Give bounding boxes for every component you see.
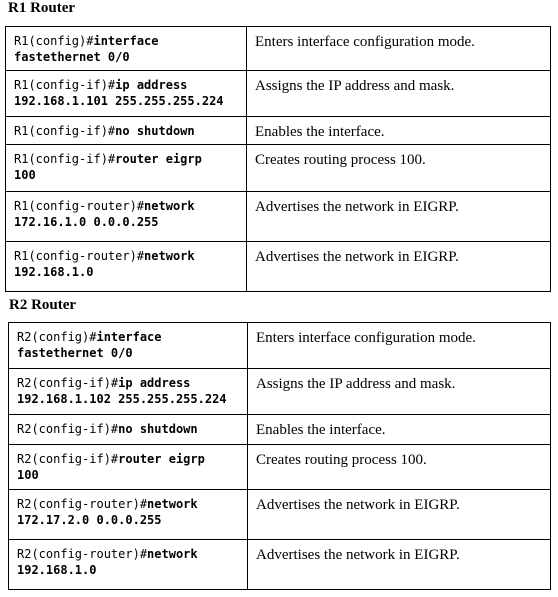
table-row bbox=[6, 242, 551, 292]
description-cell: Advertises the network in EIGRP. bbox=[248, 540, 551, 590]
cli-argument: fastethernet 0/0 bbox=[14, 50, 130, 64]
description-cell: Advertises the network in EIGRP. bbox=[247, 192, 551, 242]
cli-command: router eigrp bbox=[115, 152, 202, 166]
r1-router-heading: R1 Router bbox=[8, 0, 76, 16]
cli-command: no shutdown bbox=[118, 422, 198, 436]
command-cell bbox=[9, 323, 248, 369]
cli-argument: 192.168.1.102 255.255.255.224 bbox=[17, 392, 227, 406]
cli-command: network bbox=[147, 497, 198, 511]
cli-argument: 192.168.1.101 255.255.255.224 bbox=[14, 94, 224, 108]
r2-config-table bbox=[8, 322, 551, 590]
cli-command: ip address bbox=[118, 376, 191, 390]
cli-prompt: R2(config)# bbox=[17, 330, 97, 344]
r2-router-heading: R2 Router bbox=[9, 297, 77, 313]
table-row bbox=[6, 192, 551, 242]
description-cell: Creates routing process 100. bbox=[248, 445, 551, 490]
cli-command: network bbox=[144, 249, 195, 263]
command-cell bbox=[9, 540, 248, 590]
cli-command: no shutdown bbox=[115, 124, 195, 138]
command-cell bbox=[6, 27, 247, 71]
cli-argument: 172.17.2.0 0.0.0.255 bbox=[17, 513, 162, 527]
command-cell bbox=[6, 117, 247, 145]
description-cell: Enters interface configuration mode. bbox=[248, 323, 551, 369]
table-row bbox=[6, 71, 551, 117]
table-row bbox=[9, 415, 551, 445]
cli-prompt: R1(config-router)# bbox=[14, 199, 145, 213]
cli-prompt: R1(config-if)# bbox=[14, 78, 116, 92]
cli-argument: 192.168.1.0 bbox=[17, 563, 97, 577]
cli-prompt: R1(config-if)# bbox=[14, 152, 116, 166]
cli-argument: 100 bbox=[14, 168, 36, 182]
table-row bbox=[6, 27, 551, 71]
cli-command: network bbox=[144, 199, 195, 213]
cli-prompt: R2(config-if)# bbox=[17, 422, 119, 436]
cli-argument: 172.16.1.0 0.0.0.255 bbox=[14, 215, 159, 229]
cli-prompt: R2(config-if)# bbox=[17, 376, 119, 390]
cli-argument: 100 bbox=[17, 468, 39, 482]
cli-prompt: R2(config-if)# bbox=[17, 452, 119, 466]
cli-command: interface bbox=[96, 330, 162, 344]
description-cell: Creates routing process 100. bbox=[247, 145, 551, 192]
cli-command: router eigrp bbox=[118, 452, 205, 466]
table-row bbox=[9, 323, 551, 369]
cli-argument: fastethernet 0/0 bbox=[17, 346, 133, 360]
command-cell bbox=[9, 490, 248, 540]
table-row bbox=[9, 490, 551, 540]
description-cell: Assigns the IP address and mask. bbox=[248, 369, 551, 415]
command-cell bbox=[9, 415, 248, 445]
description-cell: Enables the interface. bbox=[248, 415, 551, 445]
description-cell: Enables the interface. bbox=[247, 117, 551, 145]
table-row bbox=[6, 117, 551, 145]
command-cell bbox=[9, 369, 248, 415]
table-row bbox=[6, 145, 551, 192]
table-row bbox=[9, 445, 551, 490]
description-cell: Assigns the IP address and mask. bbox=[247, 71, 551, 117]
description-cell: Advertises the network in EIGRP. bbox=[248, 490, 551, 540]
cli-prompt: R1(config-if)# bbox=[14, 124, 116, 138]
table-row bbox=[9, 369, 551, 415]
cli-prompt: R2(config-router)# bbox=[17, 547, 148, 561]
cli-command: network bbox=[147, 547, 198, 561]
cli-command: interface bbox=[93, 34, 159, 48]
cli-command: ip address bbox=[115, 78, 188, 92]
cli-argument: 192.168.1.0 bbox=[14, 265, 94, 279]
command-cell bbox=[6, 145, 247, 192]
cli-prompt: R1(config)# bbox=[14, 34, 94, 48]
r1-config-table bbox=[5, 26, 551, 292]
cli-prompt: R2(config-router)# bbox=[17, 497, 148, 511]
command-cell bbox=[6, 192, 247, 242]
description-cell: Enters interface configuration mode. bbox=[247, 27, 551, 71]
command-cell bbox=[9, 445, 248, 490]
table-row bbox=[9, 540, 551, 590]
description-cell: Advertises the network in EIGRP. bbox=[247, 242, 551, 292]
cli-prompt: R1(config-router)# bbox=[14, 249, 145, 263]
command-cell bbox=[6, 242, 247, 292]
command-cell bbox=[6, 71, 247, 117]
